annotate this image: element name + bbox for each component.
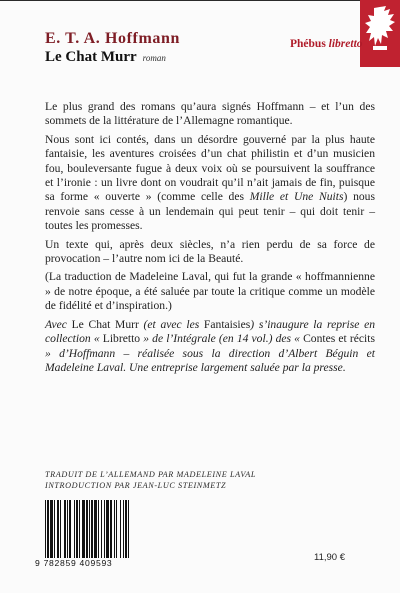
blurb-upright-title: Contes et récits <box>303 332 375 346</box>
price: 11,90 € <box>314 552 345 563</box>
blurb-text: (et avec les <box>138 317 204 331</box>
blurb-paragraph-3: Un texte qui, après deux siècles, n’a rien perdu de sa force de provocation – l’autre nom ici de la Beauté. <box>45 237 375 266</box>
blurb-upright-title: Fantaisies <box>203 317 251 331</box>
blurb-text: ) s’inaugure la reprise en collection « <box>45 317 376 346</box>
book-title-line <box>45 49 166 66</box>
blurb-paragraph-1: Le plus grand des romans qu’aura signés Hoffmann – et l’un des sommets de la littérature de l’Allemagne romantique. <box>45 100 375 128</box>
blurb-text: » d’Hoffmann – réalisée sous la direction d’Albert Béguin et Madeleine Laval. Une entreprise largement saluée par la presse. <box>45 346 375 374</box>
book-author: E. T. A. Hoffmann <box>45 30 180 47</box>
blurb-text: Nous sont ici contés, dans un désordre gouverné par la plus haute fantaisie, les aventures croisées d’un chat philistin et d’un musicien fou, bouleversante fugue à deux voix où se poursuivent la souffrance et l’ironie : un livre dont on voudrait qu’il n’ait jamais de fin, puisque sa forme « ouverte » (comme celle des <box>45 132 375 204</box>
barcode-bars <box>45 500 137 558</box>
book-genre: roman <box>142 53 166 63</box>
blurb-paragraph-4: (La traduction de Madeleine Laval, qui fut la grande « hoffmannienne » de notre époque, a été saluée par toute la critique comme un modèle de fidélité et d’inspiration.) <box>45 270 375 313</box>
book-title: Le Chat Murr <box>45 49 137 65</box>
blurb-italic-title: Mille et Une Nuits <box>249 190 344 204</box>
isbn-barcode <box>35 500 140 568</box>
publisher-logo-band <box>360 0 400 67</box>
blurb <box>45 100 375 379</box>
blurb-text: » de l’Intégrale (en 14 vol.) des « <box>140 332 304 346</box>
blurb-paragraph-2 <box>45 133 375 234</box>
blurb-text: Avec <box>45 317 72 331</box>
publisher-brand <box>290 38 363 50</box>
blurb-upright-title: Le Chat Murr <box>71 317 139 331</box>
translator-credit: TRADUIT DE L’ALLEMAND PAR MADELEINE LAVAL <box>45 470 257 479</box>
blurb-text: ) nous renvoie sans cesse à un lendemain qui peut tenir – qui doit tenir – toutes les promesses. <box>45 190 375 233</box>
isbn-number: 9 782859 409593 <box>35 558 113 568</box>
blurb-upright-title: Libretto <box>102 332 141 346</box>
introduction-credit: INTRODUCTION PAR JEAN-LUC STEINMETZ <box>45 481 227 490</box>
brand-collection: libretto <box>328 38 363 50</box>
phoenix-icon <box>360 0 400 67</box>
blurb-paragraph-5 <box>45 318 375 376</box>
top-rule <box>0 0 400 1</box>
credits <box>45 469 256 491</box>
brand-name: Phébus <box>290 38 326 50</box>
